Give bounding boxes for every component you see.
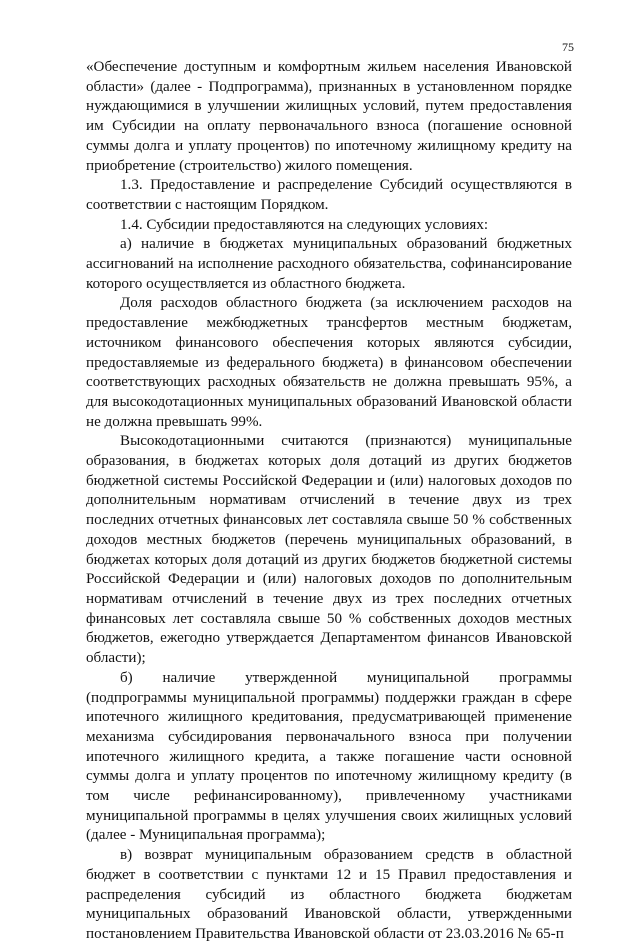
page-number: 75	[562, 40, 574, 54]
paragraph-condition-b: б) наличие утвержденной муниципальной программы (подпрограммы муниципальной программы) поддержки граждан в сфере ипотечного жилищного кредитования, предусматривающей применение механизма субсидирования первоначального взноса при получении ипотечного жилищного кредита, а также погашение части основной суммы долга и уплату процентов по ипотечному жилищному кредиту (в том числе рефинансированному), привлеченному участниками муниципальной программы в целях улучшения своих жилищных условий (далее - Муниципальная программа);	[86, 669, 572, 844]
paragraph-1-4: 1.4. Субсидии предоставляются на следующих условиях:	[120, 216, 489, 233]
paragraph-condition-c: в) возврат муниципальным образованием средств в областной бюджет в соответствии с пунктами 12 и 15 Правил предоставления и распределения субсидий из областного бюджета бюджетам муниципальных образований Ивановской области, утвержденными постановлением Правительства Ивановской области от 23.03.2016 № 65-п	[86, 847, 572, 942]
document-body	[86, 58, 572, 945]
paragraph-1-3: 1.3. Предоставление и распределение Субсидий осуществляются в соответствии с настоящим Порядком.	[86, 177, 572, 213]
paragraph-budget-share: Доля расходов областного бюджета (за исключением расходов на предоставление межбюджетных трансфертов местным бюджетам, источником финансового обеспечения которых являются субсидии, предоставляемые из федерального бюджета) в финансовом обеспечении соответствующих расходных обязательств не должна превышать 95%, а для высокодотационных муниципальных образований Ивановской области не должна превышать 99%.	[86, 295, 572, 430]
paragraph-high-subsidy-definition: Высокодотационными считаются (признаются) муниципальные образования, в бюджетах которых доля дотаций из других бюджетов бюджетной системы Российской Федерации и (или) налоговых доходов по дополнительным нормативам отчислений в течение двух из трех последних отчетных финансовых лет составляла свыше 50 % собственных доходов местных бюджетов (перечень муниципальных образований, в бюджетах которых доля дотаций из других бюджетов бюджетной системы Российской Федерации и (или) налоговых доходов по дополнительным нормативам отчислений в течение двух из трех последних отчетных финансовых лет составляла свыше 50 % собственных доходов местных бюджетов, ежегодно утверждается Департаментом финансов Ивановской области);	[86, 433, 572, 667]
paragraph-subprogram-intro: «Обеспечение доступным и комфортным жильем населения Ивановской области» (далее - Подпрограмма), признанных в установленном порядке нуждающимися в улучшении жилищных условий, путем предоставления им Субсидии на оплату первоначального взноса (погашение основной суммы долга и уплату процентов) по ипотечному жилищному кредиту на приобретение (строительство) жилого помещения.	[86, 59, 572, 174]
paragraph-condition-a: а) наличие в бюджетах муниципальных образований бюджетных ассигнований на исполнение расходного обязательства, софинансирование которого осуществляется из областного бюджета.	[86, 236, 572, 292]
